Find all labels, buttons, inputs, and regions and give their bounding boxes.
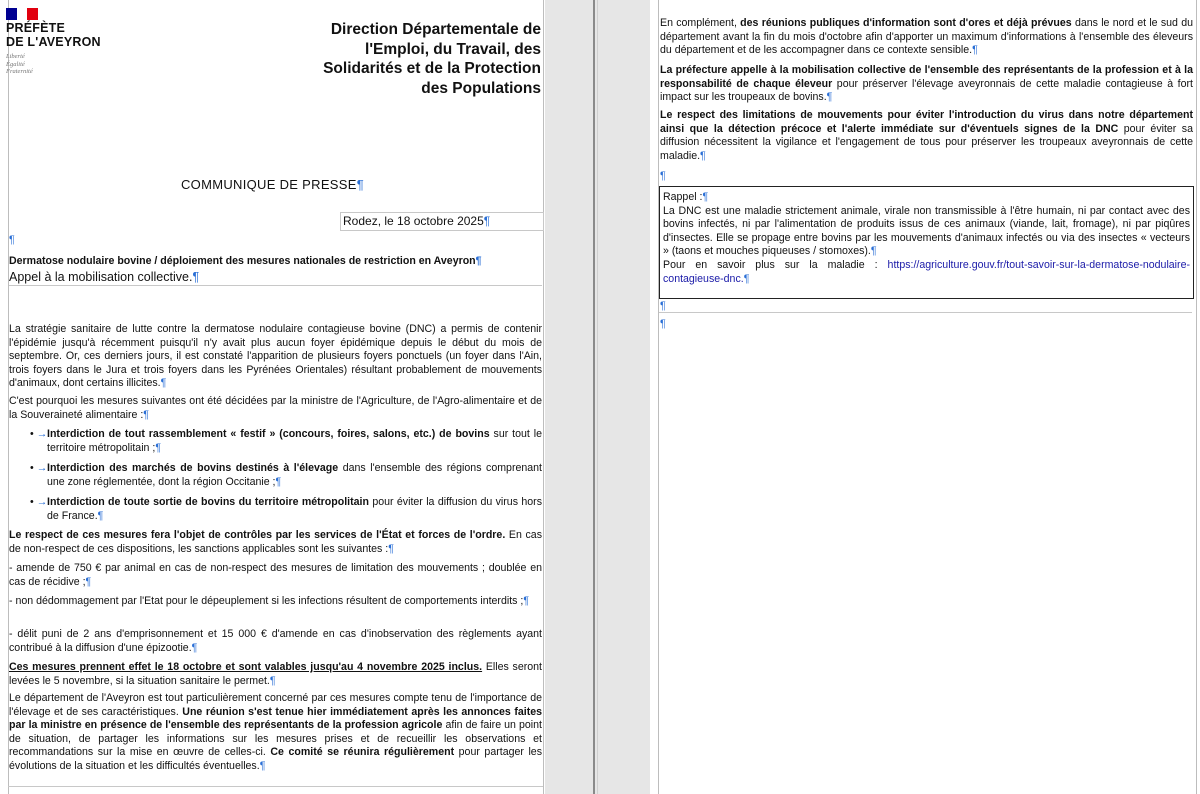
- paragraph-mobilisation[interactable]: La préfecture appelle à la mobilisation collective de l'ensemble des représentants de la profession et à la responsabilité de chaque éleveur pour préserver l'élevage aveyronnais de cette maladie contagieuse à fort impact sur les troupeaux de bovins.¶: [660, 64, 1193, 104]
- date-field[interactable]: Rodez, le 18 octobre 2025¶: [340, 212, 544, 231]
- measure-item-3[interactable]: • → Interdiction de toute sortie de bovins du territoire métropolitain pour éviter la diffusion du virus hors de France.¶: [30, 496, 542, 522]
- sanction-2[interactable]: - non dédommagement par l'Etat pour le dépeuplement si les infections résultent de comportements interdits ;¶: [9, 595, 530, 607]
- motto-liberte: Liberté: [6, 53, 25, 60]
- press-release-heading: COMMUNIQUE DE PRESSE¶: [180, 177, 365, 192]
- document-page-2[interactable]: [650, 0, 1200, 794]
- page-separator: [593, 0, 595, 794]
- sanction-1[interactable]: - amende de 750 € par animal en cas de non-respect des mesures de limitation des mouvements ; doublée en cas de récidive ;¶: [9, 562, 542, 588]
- paragraph-vigilance[interactable]: Le respect des limitations de mouvements pour éviter l'introduction du virus dans notre département ainsi que la détection précoce et l'alerte immédiate sur d'éventuels signes de la DNC pour éviter sa diffusion nécessitent la vigilance et l'engagement de tous pour préserver les troupeaux aveyronnais de cette maladie.¶: [660, 109, 1193, 162]
- document-subtitle[interactable]: Appel à la mobilisation collective.¶: [9, 269, 542, 286]
- paragraph-aveyron[interactable]: Le département de l'Aveyron est tout particulièrement concerné par ces mesures compte tenu de l'importance de l'élevage et de ses caractéristiques. Une réunion s'est tenue hier immédiatement après les annonces faites par la ministre en présence de l'ensemble des représentants de la profession agricole afin de faire un point de situation, de partager les informations sur les mesures prises et de recueillir les observations et recommandations sur la mise en œuvre de celles-ci. Ce comité se réunira régulièrement pour partager les évolutions de la situation et les difficultés éventuelles.¶: [9, 692, 542, 772]
- paragraph-public-meetings[interactable]: En complément, des réunions publiques d'information sont d'ores et déjà prévues dans le nord et le sud du département avant la fin du mois d'octobre afin d'apporter un maximum d'informations à l'ensemble des éleveurs du département et de les accompagner dans ce contexte sensible.¶: [660, 17, 1194, 57]
- page-bottom-margin-line: [8, 786, 543, 787]
- measure-item-1[interactable]: • → Interdiction de tout rassemblement « festif » (concours, foires, salons, etc.) de bovins sur tout le territoire métropolitain ;¶: [30, 428, 542, 454]
- page-separator-shadow: [597, 0, 598, 794]
- paragraph-measures-intro[interactable]: C'est pourquoi les mesures suivantes ont été décidées par la ministre de l'Agriculture, de l'Agro-alimentaire et de la Souveraineté alimentaire :¶: [9, 395, 542, 421]
- reminder-text: La DNC est une maladie strictement animale, virale non transmissible à l'être humain, ni par contact avec des bovins infectés, ni par l'alimentation de produits issus de ces animaux (viande, lait, fromage), ni par piqûres d'insectes. Elle se propage entre bovins par les mouvements d'animaux infectés ou via des insectes « vecteurs » (taons et mouches piqueuses / stomoxes).¶: [663, 204, 1190, 258]
- paragraph-context[interactable]: La stratégie sanitaire de lutte contre la dermatose nodulaire contagieuse bovine (DNC) a permis de contenir l'épidémie jusqu'à récemment puisqu'il n'y avait plus aucun foyer épidémique depuis le début du mois de septembre. Or, ces derniers jours, il est constaté l'apparition de plusieurs foyers ponctuels (un foyer dans l'Ain, trois foyers dans le Jura et trois foyers dans les Pyrénées Orientales) résultant probablement de mouvements d'animaux, dont certains illicites.¶: [9, 323, 542, 390]
- direction-line-4: des Populations: [421, 79, 541, 97]
- empty-paragraph-mark: ¶: [660, 170, 666, 182]
- reminder-title: Rappel :¶: [663, 191, 709, 203]
- direction-line-2: l'Emploi, du Travail, des: [365, 40, 541, 58]
- page-2-rule: [659, 312, 1192, 313]
- logo-motto: [6, 53, 33, 76]
- republic-flag-logo: [6, 8, 38, 20]
- motto-egalite: Égalité: [6, 60, 25, 68]
- logo-line-2: DE L'AVEYRON: [6, 34, 101, 49]
- document-title[interactable]: Dermatose nodulaire bovine / déploiement des mesures nationales de restriction en Aveyron¶: [9, 255, 482, 267]
- bullet-icon: • →: [30, 496, 48, 508]
- document-page-1[interactable]: [0, 0, 545, 794]
- motto-fraternite: Fraternité: [6, 68, 33, 75]
- empty-paragraph-mark: ¶: [660, 318, 666, 330]
- direction-line-3: Solidarités et de la Protection: [323, 60, 541, 77]
- paragraph-controls[interactable]: Le respect de ces mesures fera l'objet de contrôles par les services de l'État et forces de l'ordre. En cas de non-respect de ces dispositions, les sanctions applicables sont les suivantes :¶: [9, 529, 542, 555]
- bullet-icon: • →: [30, 428, 48, 440]
- reminder-box[interactable]: [659, 186, 1194, 299]
- empty-paragraph-mark: ¶: [660, 300, 666, 312]
- measure-item-2[interactable]: • → Interdiction des marchés de bovins destinés à l'élevage dans l'ensemble des régions comprenant une zone réglementée, dont la région Occitanie ;¶: [30, 462, 542, 488]
- sanction-3[interactable]: - délit puni de 2 ans d'emprisonnement et 15 000 € d'amende en cas d'inobservation des règlements ayant contribué à la diffusion d'une épizootie.¶: [9, 628, 542, 654]
- prefecture-logo-title: [6, 22, 101, 49]
- empty-paragraph-mark: ¶: [9, 234, 15, 246]
- reminder-more-info: Pour en savoir plus sur la maladie : https://agriculture.gouv.fr/tout-savoir-sur-la-dermatose-nodulaire-contagieuse-dnc.¶: [663, 258, 1190, 285]
- direction-line-1: Direction Départementale de: [330, 21, 541, 38]
- bullet-icon: • →: [30, 462, 48, 474]
- paragraph-validity[interactable]: Ces mesures prennent effet le 18 octobre et sont valables jusqu'au 4 novembre 2025 inclus. Elles seront levées le 5 novembre, si la situation sanitaire le permet.¶: [9, 661, 542, 687]
- logo-line-1: PRÉFÈTE: [6, 21, 66, 35]
- dnc-info-link[interactable]: https://agriculture.gouv.fr/tout-savoir-sur-la-dermatose-nodulaire-contagieuse-dnc.: [663, 258, 1190, 285]
- direction-header: [300, 20, 541, 98]
